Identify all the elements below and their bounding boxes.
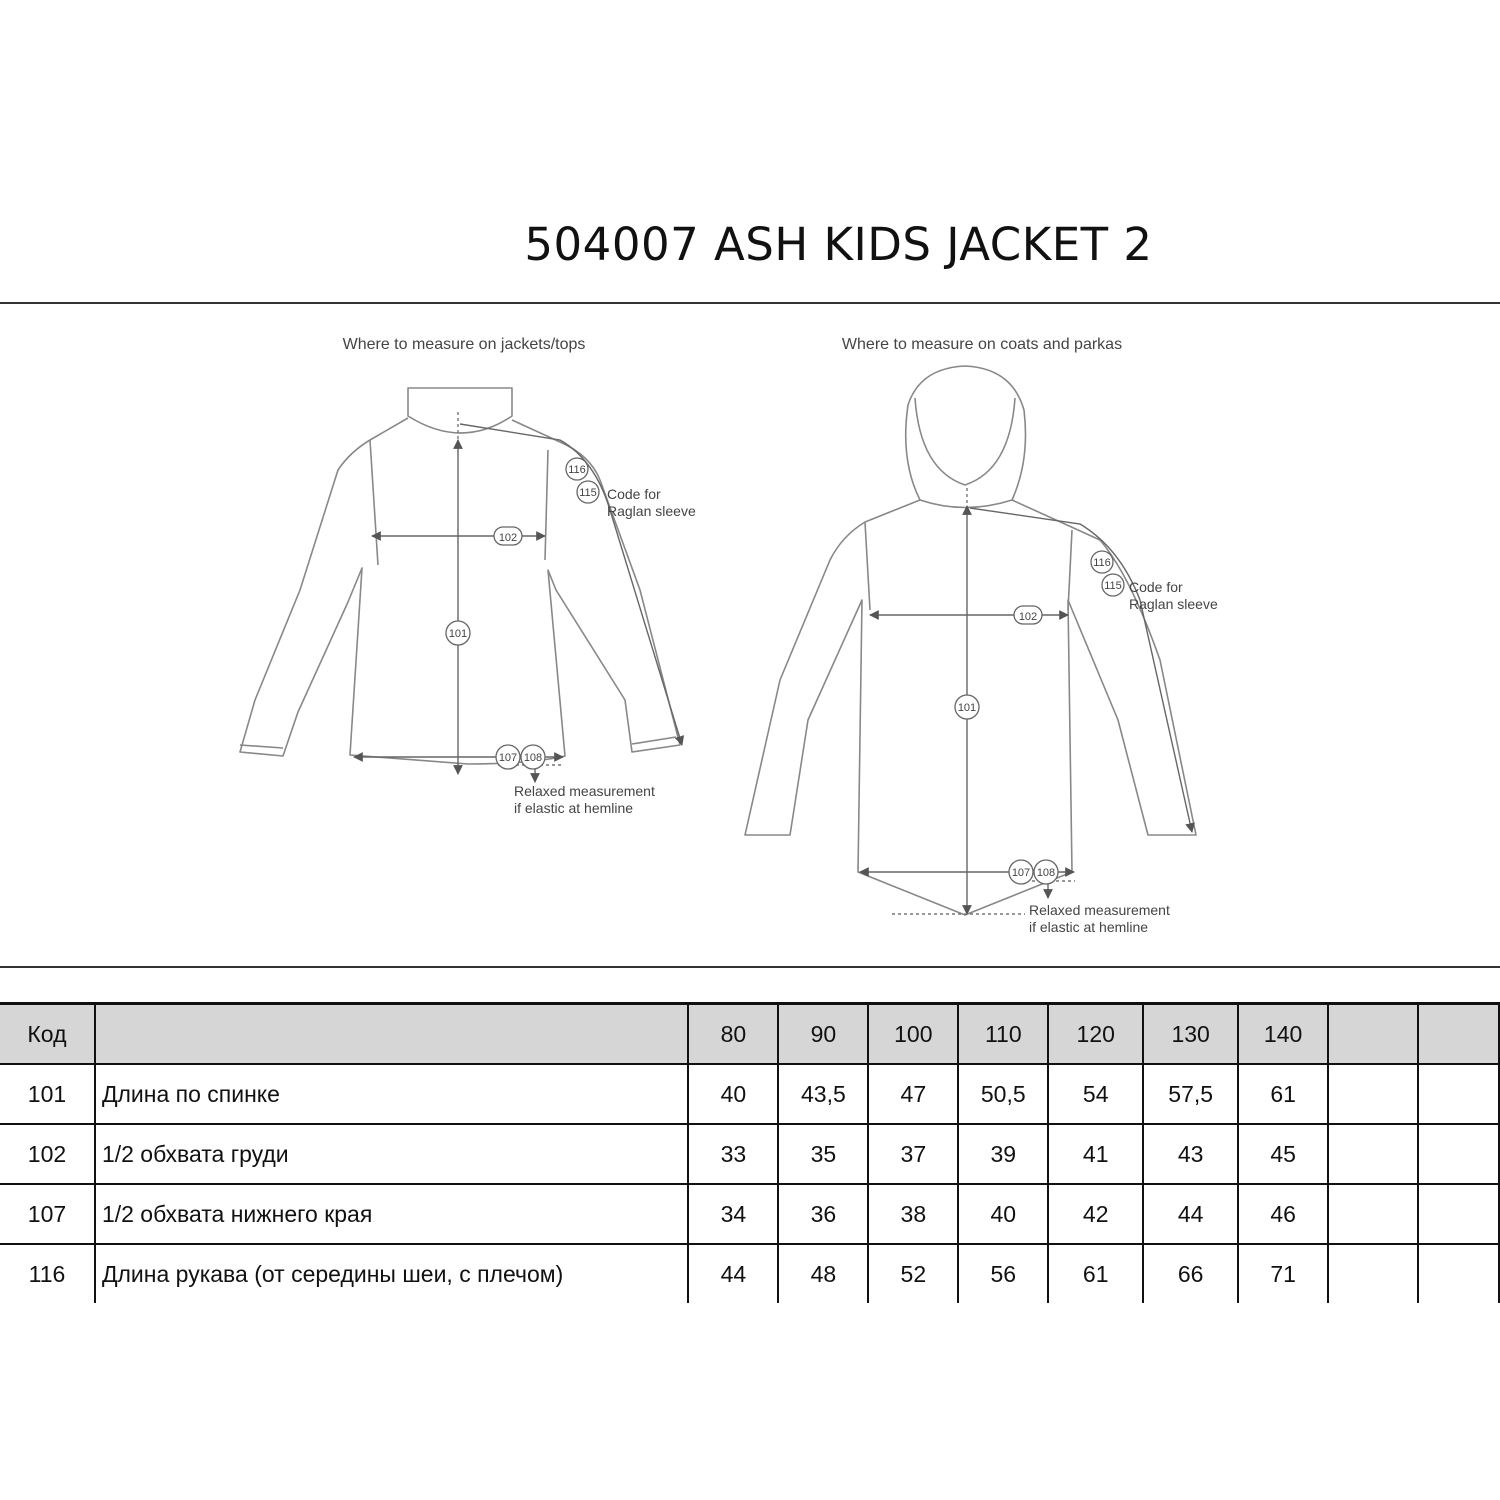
row-value: 61 <box>1238 1064 1328 1124</box>
coat-code-115 <box>1102 574 1124 596</box>
coat-code-107 <box>1009 860 1033 884</box>
svg-text:107: 107 <box>1011 867 1031 879</box>
row-value: 36 <box>778 1184 868 1244</box>
svg-text:108: 108 <box>523 752 543 764</box>
coat-code-102 <box>1014 606 1042 624</box>
jacket-raglan-note-line2: Raglan sleeve <box>607 503 696 519</box>
header-size: 140 <box>1238 1004 1328 1065</box>
jacket-measure-lines <box>354 412 682 782</box>
jacket-code-101 <box>446 621 470 645</box>
table-row <box>0 1184 1499 1244</box>
row-value: 54 <box>1048 1064 1143 1124</box>
header-code: Код <box>0 1004 95 1065</box>
svg-text:115: 115 <box>1104 580 1122 592</box>
jacket-code-102 <box>494 527 522 545</box>
svg-text:101: 101 <box>448 628 468 640</box>
row-value: 40 <box>688 1064 778 1124</box>
row-value <box>1418 1244 1499 1303</box>
svg-text:116: 116 <box>1093 557 1111 569</box>
size-table-header <box>0 1004 1499 1065</box>
header-size: 120 <box>1048 1004 1143 1065</box>
coat-outline <box>745 366 1196 915</box>
row-code: 116 <box>0 1244 95 1303</box>
header-size <box>1418 1004 1499 1065</box>
page-title: 504007 ASH KIDS JACKET 2 <box>524 218 1153 271</box>
row-value: 47 <box>868 1064 958 1124</box>
jacket-relaxed-note-line2: if elastic at hemline <box>514 800 634 816</box>
coat-relaxed-note-line2: if elastic at hemline <box>1029 919 1149 935</box>
row-value: 56 <box>958 1244 1048 1303</box>
svg-text:108: 108 <box>1036 867 1056 879</box>
svg-text:116: 116 <box>568 464 586 476</box>
row-value: 46 <box>1238 1184 1328 1244</box>
coat-code-116 <box>1091 551 1113 573</box>
top-divider <box>0 302 1500 304</box>
svg-text:102: 102 <box>498 532 518 544</box>
row-value: 57,5 <box>1143 1064 1238 1124</box>
header-name <box>95 1004 689 1065</box>
jacket-caption: Where to measure on jackets/tops <box>342 336 586 353</box>
row-value: 39 <box>958 1124 1048 1184</box>
row-value <box>1418 1064 1499 1124</box>
coat-diagram <box>745 336 1218 935</box>
row-value: 44 <box>688 1244 778 1303</box>
header-size: 80 <box>688 1004 778 1065</box>
row-value: 61 <box>1048 1244 1143 1303</box>
row-name: 1/2 обхвата нижнего края <box>95 1184 689 1244</box>
measurement-diagram <box>0 320 1500 960</box>
row-value: 42 <box>1048 1184 1143 1244</box>
row-value: 40 <box>958 1184 1048 1244</box>
row-value <box>1418 1124 1499 1184</box>
row-value: 35 <box>778 1124 868 1184</box>
row-value: 71 <box>1238 1244 1328 1303</box>
row-code: 107 <box>0 1184 95 1244</box>
row-code: 101 <box>0 1064 95 1124</box>
header-size <box>1328 1004 1418 1065</box>
table-row <box>0 1124 1499 1184</box>
row-name: 1/2 обхвата груди <box>95 1124 689 1184</box>
row-value: 44 <box>1143 1184 1238 1244</box>
coat-relaxed-note-line1: Relaxed measurement <box>1029 902 1170 918</box>
row-value: 48 <box>778 1244 868 1303</box>
row-value: 50,5 <box>958 1064 1048 1124</box>
row-value: 43 <box>1143 1124 1238 1184</box>
row-value: 33 <box>688 1124 778 1184</box>
header-size: 90 <box>778 1004 868 1065</box>
svg-text:101: 101 <box>957 702 977 714</box>
header-size: 110 <box>958 1004 1048 1065</box>
svg-text:107: 107 <box>498 752 518 764</box>
table-row <box>0 1064 1499 1124</box>
coat-raglan-note-line2: Raglan sleeve <box>1129 596 1218 612</box>
row-name: Длина по спинке <box>95 1064 689 1124</box>
row-value: 37 <box>868 1124 958 1184</box>
svg-text:102: 102 <box>1018 611 1038 623</box>
row-value <box>1328 1064 1418 1124</box>
table-divider <box>0 966 1500 968</box>
row-value: 66 <box>1143 1244 1238 1303</box>
jacket-raglan-note-line1: Code for <box>607 486 661 502</box>
row-value: 41 <box>1048 1124 1143 1184</box>
jacket-code-115 <box>577 481 599 503</box>
header-size: 130 <box>1143 1004 1238 1065</box>
table-row <box>0 1244 1499 1303</box>
jacket-diagram <box>240 336 696 816</box>
svg-text:115: 115 <box>579 487 597 499</box>
jacket-relaxed-note-line1: Relaxed measurement <box>514 783 655 799</box>
row-code: 102 <box>0 1124 95 1184</box>
coat-raglan-note-line1: Code for <box>1129 579 1183 595</box>
jacket-code-108 <box>521 745 545 769</box>
coat-measure-lines <box>860 488 1192 914</box>
row-value: 38 <box>868 1184 958 1244</box>
coat-code-108 <box>1034 860 1058 884</box>
jacket-code-107 <box>496 745 520 769</box>
row-value <box>1328 1124 1418 1184</box>
row-value <box>1328 1184 1418 1244</box>
row-value: 45 <box>1238 1124 1328 1184</box>
header-size: 100 <box>868 1004 958 1065</box>
row-value: 43,5 <box>778 1064 868 1124</box>
coat-code-101 <box>955 695 979 719</box>
row-name: Длина рукава (от середины шеи, с плечом) <box>95 1244 689 1303</box>
row-value: 34 <box>688 1184 778 1244</box>
jacket-outline <box>240 388 680 764</box>
jacket-code-116 <box>566 458 588 480</box>
row-value <box>1418 1184 1499 1244</box>
size-table <box>0 1002 1500 1303</box>
coat-caption: Where to measure on coats and parkas <box>841 336 1123 353</box>
row-value <box>1328 1244 1418 1303</box>
row-value: 52 <box>868 1244 958 1303</box>
